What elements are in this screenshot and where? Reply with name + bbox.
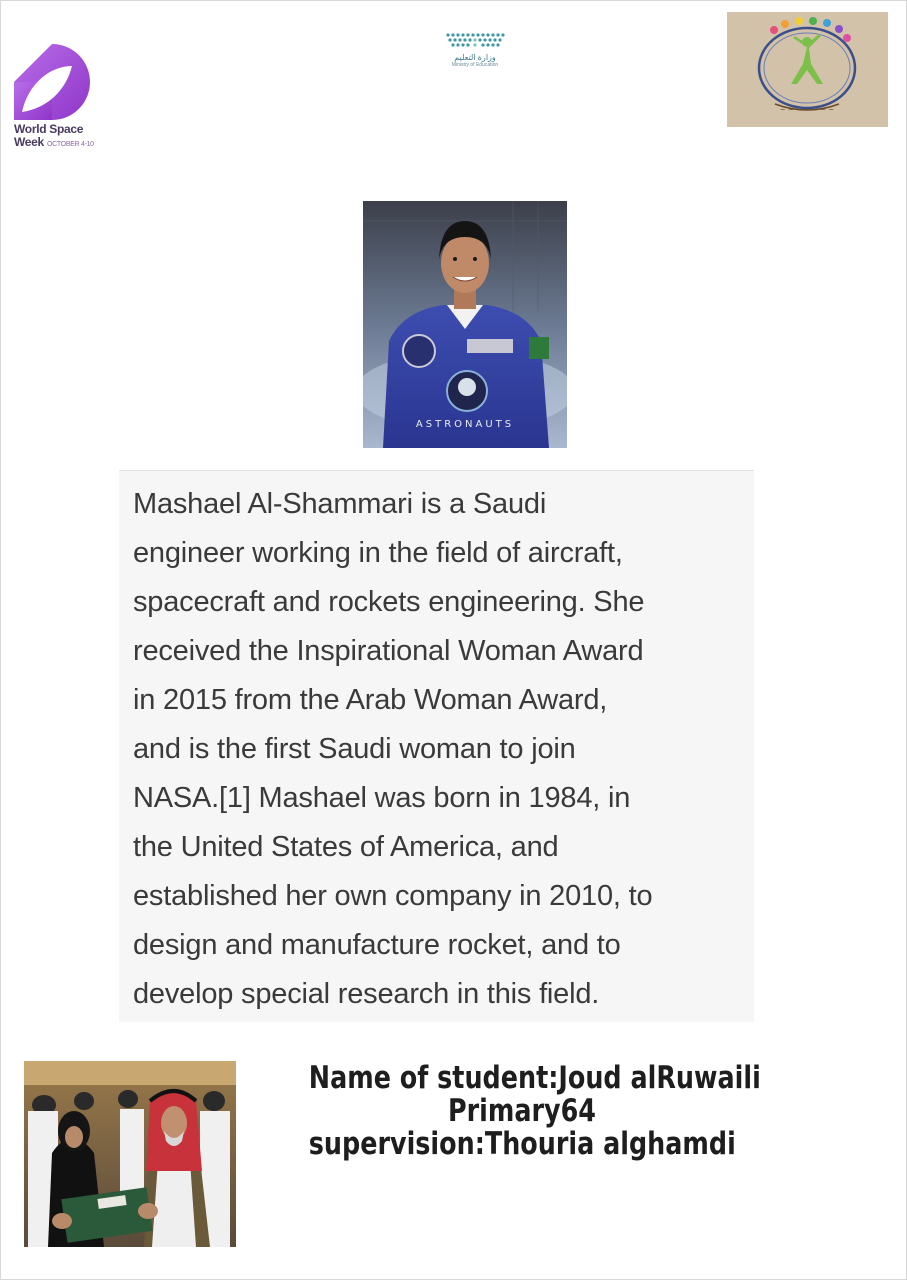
world-space-week-title: World Space xyxy=(14,122,84,136)
bio-paragraph: Mashael Al-Shammari is a Saudi engineer working in the field of aircraft, spacecraft and rockets engineering. She received the Inspirational Woman Award in 2015 from the Arab Woman Award, and is the first Saudi woman to join NASA.[1] Mashael was born in 1984, in the United States of America, and established her own company in 2010, to design and manufacture rocket, and to develop special research in this field. xyxy=(133,488,653,1010)
world-space-week-logo xyxy=(14,44,114,154)
astronauts-patch-label: ASTRONAUTS xyxy=(415,419,515,430)
student-class: Primary64 xyxy=(447,1093,597,1129)
supervisor-name: supervision:Thouria alghamdi xyxy=(308,1126,736,1162)
world-space-week-dates: OCTOBER 4-10 xyxy=(46,141,94,148)
world-space-week-title-2: Week OCTOBER 4-10 xyxy=(14,135,94,149)
world-space-week-icon xyxy=(14,44,90,120)
ministry-dots-icon xyxy=(444,32,506,50)
credits-block xyxy=(262,1062,782,1161)
award-ceremony-photo xyxy=(24,1061,236,1247)
ministry-name-english: Ministry of Education xyxy=(451,62,499,68)
astronaut-portrait xyxy=(363,201,567,448)
svg-text:~ ~ ~ ~ ~ ~ ~: ~ ~ ~ ~ ~ ~ ~ xyxy=(779,106,835,114)
ministry-of-education-logo xyxy=(440,32,510,82)
ministry-name-arabic: وزارة التعليم xyxy=(454,53,496,62)
bio-divider xyxy=(119,470,754,471)
astronaut-portrait-image xyxy=(363,201,567,448)
school-emblem-icon xyxy=(727,12,888,127)
award-ceremony-image xyxy=(24,1061,236,1247)
school-emblem xyxy=(727,12,888,127)
student-name: Name of student:Joud alRuwaili xyxy=(308,1060,761,1096)
